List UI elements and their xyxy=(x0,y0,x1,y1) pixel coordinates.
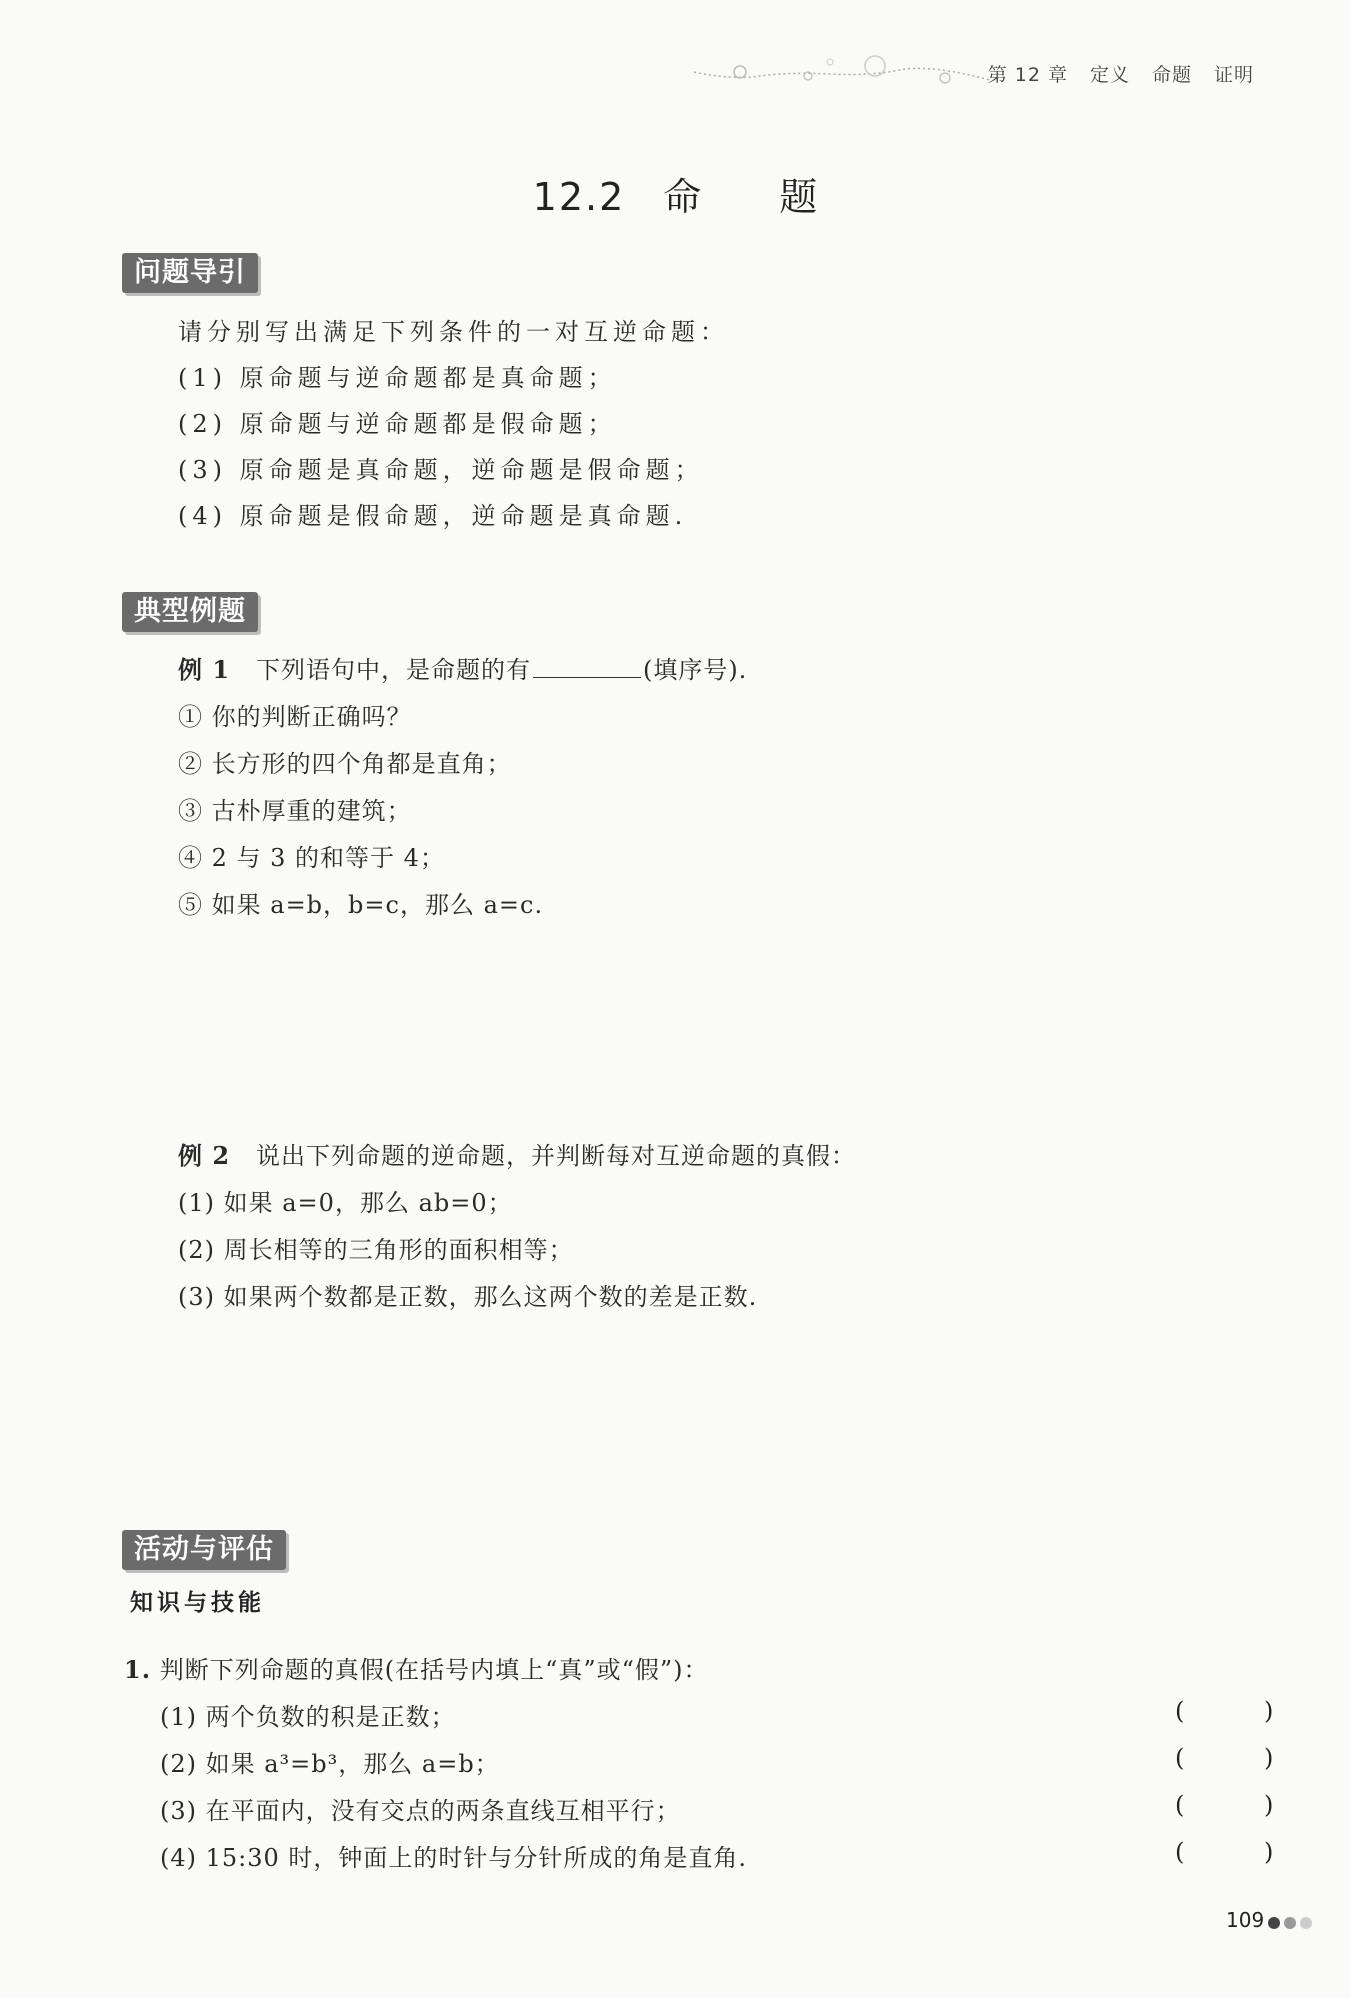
knowledge-skills-subtag: 知识与技能 xyxy=(124,1587,273,1619)
running-header-text xyxy=(988,60,1254,87)
example-2-stem-text: 说出下列命题的逆命题，并判断每对互逆命题的真假： xyxy=(255,1142,856,1170)
problem-item: (4) 原命题是假命题，逆命题是真命题. xyxy=(178,502,688,530)
question-1-stem-text: 判断下列命题的真假(在括号内填上“真”或“假”)： xyxy=(159,1656,709,1684)
chapter-label: 第 12 章 xyxy=(987,64,1068,86)
title-char-2: 题 xyxy=(779,175,818,219)
question-1-label: 1. xyxy=(124,1655,152,1684)
example-2-stem xyxy=(178,1136,856,1171)
page-number: 109 xyxy=(1226,1908,1265,1932)
section-title xyxy=(0,166,1350,221)
page-dots xyxy=(1268,1914,1316,1933)
question-1-item: (1) 两个负数的积是正数； xyxy=(160,1703,456,1731)
page-dot xyxy=(1300,1917,1312,1929)
example-1-option: ⑤ 如果 a=b，b=c，那么 a=c. xyxy=(178,891,544,919)
section-number: 12.2 xyxy=(532,175,626,219)
example-1-option: ③ 古朴厚重的建筑； xyxy=(178,797,412,825)
running-header xyxy=(690,52,1280,92)
example-1-option: ④ 2 与 3 的和等于 4； xyxy=(178,844,445,872)
header-topic-proposition: 命题 xyxy=(1151,64,1192,86)
answer-parentheses[interactable]: ( ) xyxy=(1175,1744,1310,1772)
problem-item: (3) 原命题是真命题，逆命题是假命题； xyxy=(178,456,704,484)
activity-assessment-tag: 活动与评估 xyxy=(122,1530,286,1570)
problem-guide-tag: 问题导引 xyxy=(122,253,258,293)
question-1-item: (4) 15:30 时，钟面上的时针与分针所成的角是直角. xyxy=(160,1844,748,1872)
example-1-option: ① 你的判断正确吗？ xyxy=(178,703,412,731)
example-2-item: (2) 周长相等的三角形的面积相等； xyxy=(178,1236,574,1264)
problem-intro: 请分别写出满足下列条件的一对互逆命题： xyxy=(178,318,729,346)
problem-item: (1) 原命题与逆命题都是真命题； xyxy=(178,364,617,392)
example-2-label: 例 2 xyxy=(178,1141,231,1170)
typical-examples-tag: 典型例题 xyxy=(122,592,258,632)
example-1-stem-suffix: (填序号). xyxy=(642,656,748,684)
page-dot xyxy=(1268,1917,1280,1929)
answer-parentheses[interactable]: ( ) xyxy=(1175,1791,1310,1819)
example-1-stem-text: 下列语句中，是命题的有 xyxy=(255,656,531,684)
example-1-stem xyxy=(178,650,747,685)
example-1-option: ② 长方形的四个角都是直角； xyxy=(178,750,512,778)
problem-item: (2) 原命题与逆命题都是假命题； xyxy=(178,410,617,438)
page-dot xyxy=(1284,1917,1296,1929)
question-1-item: (2) 如果 a³=b³，那么 a=b； xyxy=(160,1750,500,1778)
header-topic-proof: 证明 xyxy=(1213,64,1254,86)
question-1-item: (3) 在平面内，没有交点的两条直线互相平行； xyxy=(160,1797,681,1825)
question-1-stem xyxy=(124,1650,709,1685)
header-decoration xyxy=(690,52,1010,92)
header-topic-definition: 定义 xyxy=(1089,64,1130,86)
answer-blank[interactable] xyxy=(533,657,641,678)
example-2-item: (3) 如果两个数都是正数，那么这两个数的差是正数. xyxy=(178,1283,758,1311)
answer-parentheses[interactable]: ( ) xyxy=(1175,1697,1310,1725)
example-2-item: (1) 如果 a=0，那么 ab=0； xyxy=(178,1189,513,1217)
answer-parentheses[interactable]: ( ) xyxy=(1175,1838,1310,1866)
example-1-label: 例 1 xyxy=(178,655,231,684)
title-char-1: 命 xyxy=(663,175,702,219)
